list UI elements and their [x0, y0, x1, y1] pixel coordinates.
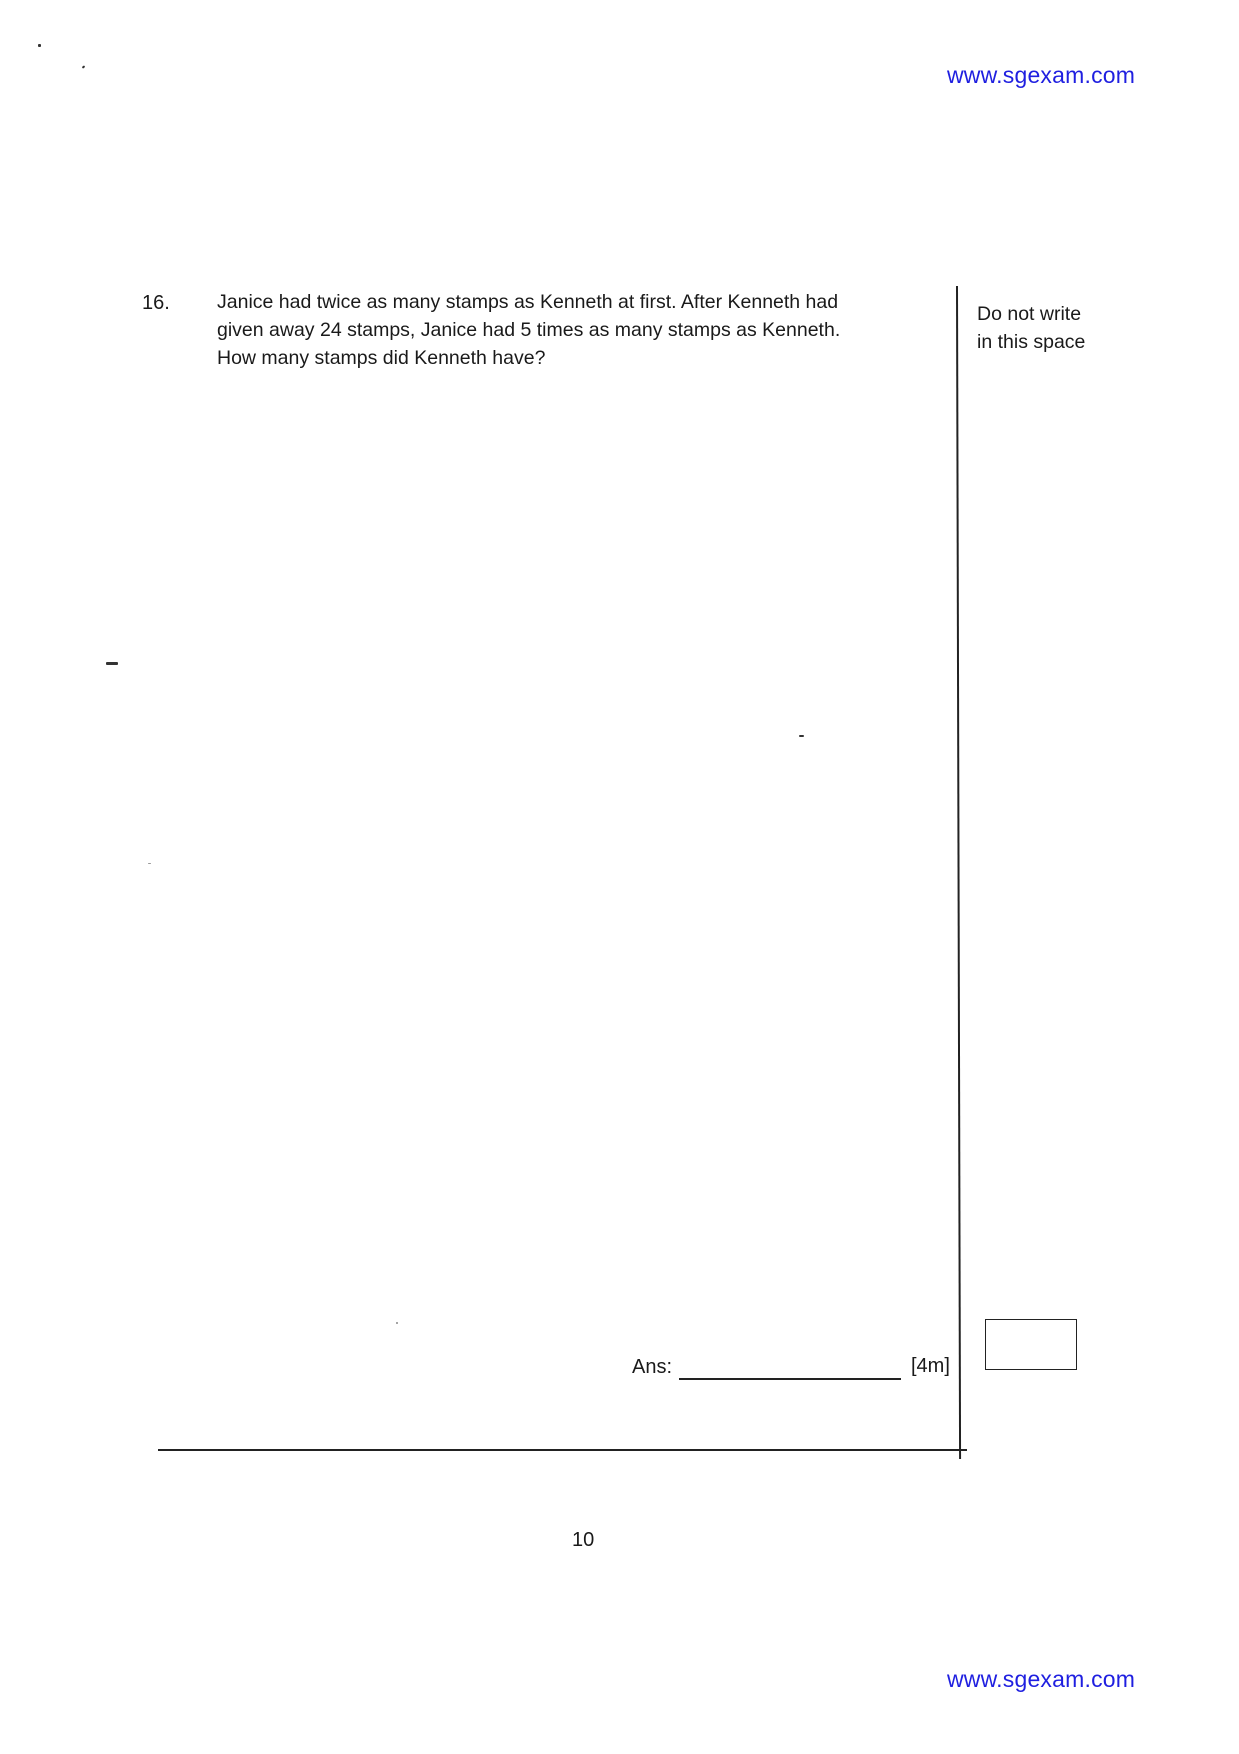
watermark-top: www.sgexam.com	[947, 62, 1136, 88]
page-number: 10	[572, 1529, 595, 1551]
scan-speck	[148, 863, 151, 864]
question-number: 16.	[142, 292, 170, 314]
margin-note-line: Do not write	[977, 303, 1082, 325]
scan-speck	[106, 662, 118, 665]
margin-note	[977, 300, 1085, 356]
margin-note-line: in this space	[977, 331, 1086, 353]
answer-label: Ans:	[632, 1356, 673, 1378]
question-bottom-rule	[158, 1449, 967, 1451]
marks-label: [4m]	[911, 1355, 950, 1377]
question-line: How many stamps did Kenneth have?	[217, 347, 546, 369]
scan-speck	[82, 65, 86, 68]
answer-blank[interactable]	[679, 1378, 901, 1380]
question-text	[217, 288, 937, 372]
scan-speck	[38, 44, 41, 47]
scan-speck	[396, 1322, 398, 1324]
question-line: Janice had twice as many stamps as Kenneth at first. After Kenneth had	[217, 291, 839, 313]
scan-speck	[799, 735, 804, 737]
margin-divider	[956, 286, 961, 1459]
score-box	[985, 1319, 1077, 1370]
question-line: given away 24 stamps, Janice had 5 times as many stamps as Kenneth.	[217, 319, 841, 341]
watermark-bottom: www.sgexam.com	[947, 1666, 1136, 1692]
